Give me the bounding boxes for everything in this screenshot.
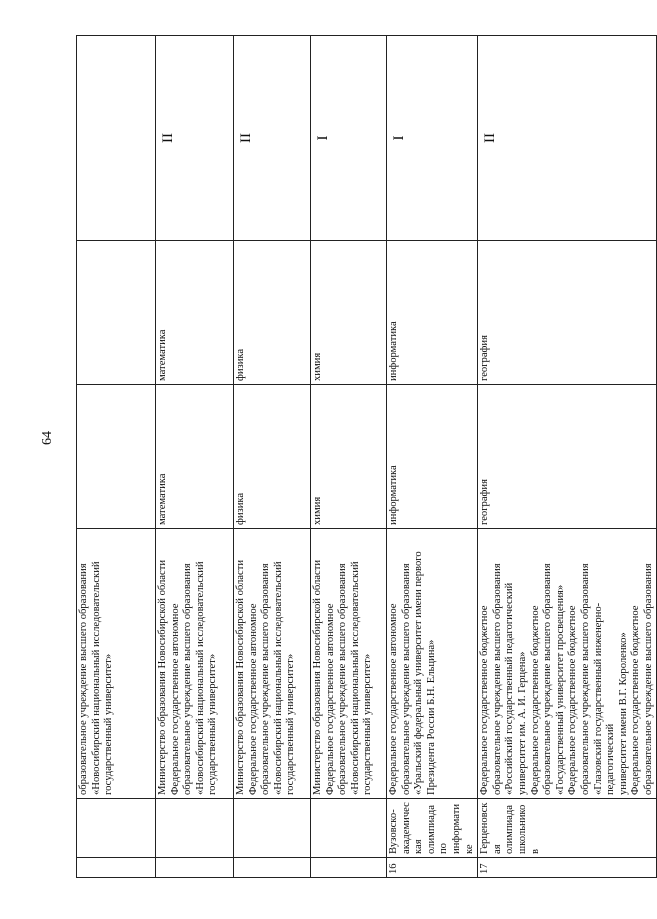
- olympiad-name: [77, 799, 156, 858]
- olympiad-name: [234, 799, 311, 858]
- olympiad-table: [76, 35, 657, 878]
- subject: физика: [234, 385, 311, 529]
- profile: физика: [234, 241, 311, 385]
- table-row: [77, 36, 156, 878]
- olympiad-name: Герценовская олимпиада школьников: [478, 799, 657, 858]
- table-row: [478, 36, 657, 878]
- level: II: [156, 36, 234, 241]
- table-body: [77, 36, 657, 878]
- row-number: 16: [387, 858, 478, 878]
- row-number: [156, 858, 234, 878]
- level: II: [234, 36, 311, 241]
- organizer: Федеральное государственное автономное образовательное учреждение высшего образования «Уральский федеральный университет имени первого Президента России Б.Н. Ельцина»: [387, 529, 478, 799]
- level: I: [311, 36, 387, 241]
- page-number: 64: [40, 431, 55, 445]
- subject: география: [478, 385, 657, 529]
- table-row: [311, 36, 387, 878]
- profile: [77, 241, 156, 385]
- level: [77, 36, 156, 241]
- row-number: [234, 858, 311, 878]
- profile: химия: [311, 241, 387, 385]
- subject: химия: [311, 385, 387, 529]
- organizer: Министерство образования Новосибирской области Федеральное государственное автономное образовательное учреждение высшего образования «Новосибирский национальный исследовательский государственный университет»: [156, 529, 234, 799]
- table-row: [387, 36, 478, 878]
- olympiad-name: [156, 799, 234, 858]
- row-number: [311, 858, 387, 878]
- olympiad-name: [311, 799, 387, 858]
- profile: математика: [156, 241, 234, 385]
- organizer: Министерство образования Новосибирской области Федеральное государственное автономное образовательное учреждение высшего образования «Новосибирский национальный исследовательский государственный университет»: [234, 529, 311, 799]
- olympiad-name: Вузовско-академическая олимпиада по информатике: [387, 799, 478, 858]
- row-number: [77, 858, 156, 878]
- profile: география: [478, 241, 657, 385]
- row-number: 17: [478, 858, 657, 878]
- organizer: образовательное учреждение высшего образования «Новосибирский национальный исследовательский государственный университет»: [77, 529, 156, 799]
- subject: [77, 385, 156, 529]
- subject: информатика: [387, 385, 478, 529]
- subject: математика: [156, 385, 234, 529]
- level: I: [387, 36, 478, 241]
- organizer: Федеральное государственное бюджетное образовательное учреждение высшего образования «Российский государственный педагогический университет им. А. И. Герцена» Федеральное государственное бюджетное образовательное учреждение высшего образования «Государственный университет просвещения» Федеральное государственное бюджетное образовательное учреждение высшего образования «Глазовский государственный инженерно-педагогический университет имени В.Г. Короленко» Федеральное государственное бюджетное образовательное учреждение высшего образования: [478, 529, 657, 799]
- profile: информатика: [387, 241, 478, 385]
- level: II: [478, 36, 657, 241]
- organizer: Министерство образования Новосибирской области Федеральное государственное автономное образовательное учреждение высшего образования «Новосибирский национальный исследовательский государственный университет»: [311, 529, 387, 799]
- table-row: [234, 36, 311, 878]
- table-row: [156, 36, 234, 878]
- rotated-table-container: [76, 36, 654, 878]
